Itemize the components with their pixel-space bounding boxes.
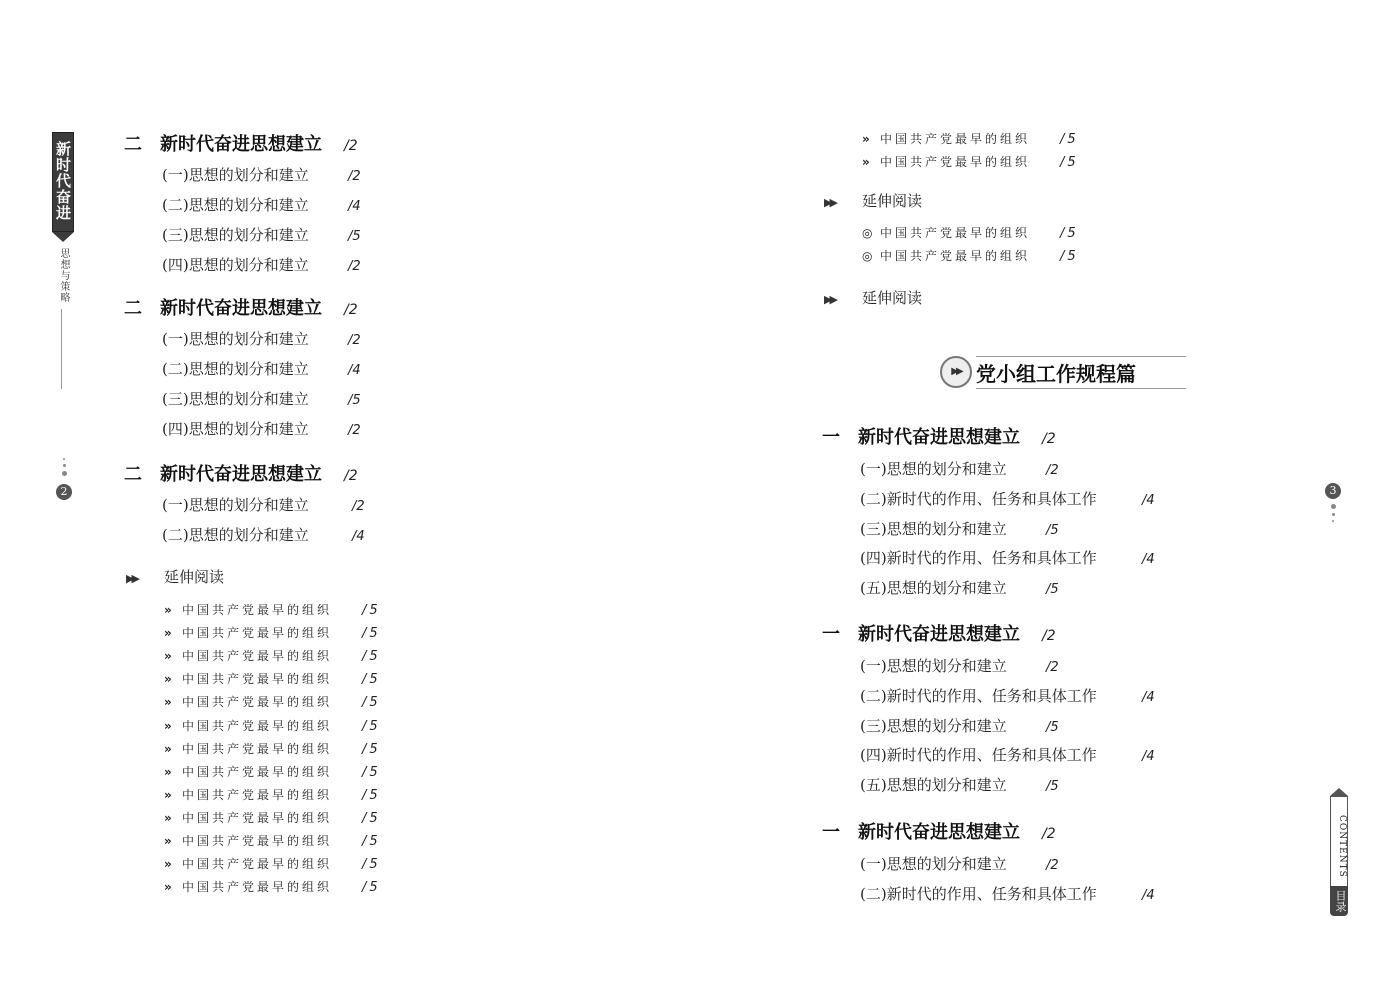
reading-item-page: /5: [362, 787, 381, 803]
subsection-label: (二)新时代的作用、任务和具体工作: [860, 489, 1097, 508]
reading-item-label: 中国共产党最早的组织: [880, 249, 1031, 263]
subsection-page: /2: [1046, 463, 1059, 478]
section-title: 新时代奋进思想建立: [858, 624, 1020, 645]
target-bullet-icon: ◎: [862, 226, 873, 240]
subsection-item: [162, 194, 361, 215]
extended-reading-label: 延伸阅读: [862, 192, 923, 210]
section-title: 新时代奋进思想建立: [858, 427, 1020, 448]
double-chevron-icon: »: [164, 834, 172, 848]
fast-forward-icon: ▶▶: [126, 572, 137, 585]
reading-item: [164, 740, 381, 757]
section-heading: [124, 460, 358, 486]
reading-item-page: /5: [1060, 132, 1079, 147]
subsection-label: (四)新时代的作用、任务和具体工作: [860, 746, 1097, 765]
subsection-item: [162, 164, 361, 185]
reading-item: [164, 832, 381, 849]
reading-item: [164, 855, 381, 872]
subsection-item: [860, 655, 1059, 676]
reading-item-page: /5: [1060, 249, 1079, 264]
subsection-page: /5: [348, 229, 361, 244]
subsection-page: /5: [348, 393, 361, 408]
reading-item-page: /5: [362, 857, 381, 873]
subsection-page: /5: [1046, 582, 1059, 598]
page-number-right: 3: [1325, 483, 1341, 499]
reading-item-label: 中国共产党最早的组织: [182, 603, 333, 617]
reading-item: [164, 786, 381, 803]
contents-tab-word: CONTENTS: [1330, 796, 1348, 886]
reading-item-label: 中国共产党最早的组织: [182, 626, 333, 641]
section-title: 新时代奋进思想建立: [160, 464, 322, 485]
subsection-item: [860, 744, 1155, 765]
extended-reading-heading: [824, 287, 922, 308]
spine-tab: [52, 132, 74, 389]
subsection-page: /4: [348, 199, 361, 214]
subsection-label: (三)思想的划分和建立: [162, 390, 309, 408]
reading-item-label: 中国共产党最早的组织: [182, 741, 333, 756]
subsection-label: (二)思想的划分和建立: [162, 196, 309, 214]
subsection-item: [162, 524, 365, 545]
subsection-label: (一)思想的划分和建立: [860, 460, 1007, 478]
double-chevron-icon: »: [164, 649, 172, 664]
subsection-page: /2: [348, 259, 361, 274]
subsection-item: [162, 358, 361, 379]
subsection-page: /4: [352, 529, 365, 544]
reading-item-page: /5: [362, 626, 381, 642]
double-chevron-icon: »: [164, 603, 172, 617]
spine-divider: [61, 309, 62, 389]
section-number: 一: [822, 427, 840, 448]
section-title: 新时代奋进思想建立: [858, 822, 1020, 843]
reading-item: [164, 717, 381, 734]
reading-item-label: 中国共产党最早的组织: [182, 787, 333, 802]
banner-rule-bottom: [976, 388, 1186, 389]
reading-item-label: 中国共产党最早的组织: [880, 226, 1031, 240]
subsection-label: (一)思想的划分和建立: [162, 166, 309, 184]
subsection-page: /2: [348, 169, 361, 184]
subsection-label: (二)新时代的作用、任务和具体工作: [860, 686, 1097, 705]
subsection-page: /4: [1142, 492, 1155, 508]
subsection-label: (一)思想的划分和建立: [162, 496, 309, 514]
section-page: /2: [1042, 628, 1056, 644]
subsection-label: (一)思想的划分和建立: [860, 855, 1007, 873]
spine-subtitle: 思想与策略: [58, 248, 69, 303]
reading-item: [164, 601, 381, 618]
double-chevron-icon: »: [164, 857, 172, 872]
subsection-label: (五)思想的划分和建立: [860, 579, 1007, 598]
reading-item: [164, 763, 381, 780]
subsection-page: /2: [348, 423, 361, 438]
reading-item: [862, 247, 1079, 264]
reading-item-label: 中国共产党最早的组织: [182, 764, 333, 779]
subsection-item: [860, 883, 1155, 904]
subsection-item: [860, 853, 1059, 874]
reading-item-page: /5: [362, 695, 381, 711]
double-chevron-icon: »: [164, 695, 172, 710]
page-dots-left: [59, 458, 69, 480]
subsection-page: /4: [1142, 749, 1155, 765]
subsection-item: [860, 577, 1059, 598]
contents-tab-label: 目录: [1330, 886, 1348, 916]
reading-item: [862, 130, 1079, 147]
subsection-label: (五)思想的划分和建立: [860, 776, 1007, 795]
reading-item-page: /5: [362, 649, 381, 665]
subsection-item: [162, 388, 361, 409]
subsection-page: /4: [348, 363, 361, 378]
subsection-page: /4: [1142, 689, 1155, 705]
subsection-page: /4: [1142, 552, 1155, 568]
extended-reading-label: 延伸阅读: [164, 568, 225, 586]
subsection-label: (二)思想的划分和建立: [162, 526, 309, 544]
double-chevron-icon: »: [164, 672, 172, 687]
section-heading: [822, 818, 1056, 844]
double-chevron-icon: »: [164, 626, 172, 641]
section-title: 新时代奋进思想建立: [160, 298, 322, 319]
subsection-item: [860, 685, 1155, 706]
double-chevron-icon: »: [164, 718, 172, 733]
banner-rule-top: [976, 356, 1186, 357]
double-chevron-icon: »: [164, 880, 172, 895]
spine-title: 新时代奋进: [52, 132, 74, 232]
section-number: 二: [124, 298, 142, 319]
reading-item: [164, 647, 381, 664]
fast-forward-icon: ▶▶: [824, 196, 835, 209]
page-number-left: 2: [56, 484, 72, 500]
double-chevron-icon: »: [164, 810, 172, 825]
double-chevron-icon: »: [164, 741, 172, 756]
subsection-label: (四)思想的划分和建立: [162, 420, 309, 438]
extended-reading-heading: [126, 566, 224, 587]
subsection-page: /5: [1046, 719, 1059, 735]
subsection-label: (一)思想的划分和建立: [860, 657, 1007, 675]
reading-item-page: /5: [362, 764, 381, 780]
reading-item: [164, 624, 381, 641]
section-heading: [822, 423, 1056, 449]
reading-item-label: 中国共产党最早的组织: [880, 155, 1031, 169]
reading-item-page: /5: [362, 741, 381, 757]
reading-item: [164, 693, 381, 710]
reading-item-label: 中国共产党最早的组织: [182, 857, 333, 872]
section-heading: [822, 620, 1056, 646]
section-heading: [124, 294, 358, 320]
subsection-item: [860, 458, 1059, 479]
section-page: /2: [1042, 431, 1056, 447]
fast-forward-icon: ▶▶: [824, 293, 835, 306]
subsection-page: /5: [1046, 779, 1059, 795]
subsection-item: [860, 715, 1059, 736]
section-page: /2: [344, 468, 358, 484]
section-number: 一: [822, 624, 840, 645]
double-chevron-icon: »: [164, 764, 172, 779]
reading-item-page: /5: [362, 810, 381, 826]
double-chevron-icon: »: [862, 155, 870, 169]
subsection-item: [860, 547, 1155, 568]
subsection-page: /2: [1046, 660, 1059, 675]
section-page: /2: [344, 302, 358, 318]
reading-item: [164, 670, 381, 687]
subsection-page: /2: [1046, 858, 1059, 873]
subsection-item: [860, 774, 1059, 795]
double-chevron-icon: »: [164, 787, 172, 802]
reading-item-label: 中国共产党最早的组织: [182, 695, 333, 710]
subsection-item: [860, 518, 1059, 539]
section-number: 一: [822, 822, 840, 843]
reading-item-page: /5: [362, 718, 381, 734]
reading-item-page: /5: [1060, 226, 1079, 241]
contents-tab-point: [1330, 788, 1348, 796]
section-heading: [124, 130, 358, 156]
reading-item: [862, 153, 1079, 170]
section-page: /2: [344, 138, 358, 154]
extended-reading-heading: [824, 190, 922, 211]
subsection-label: (四)新时代的作用、任务和具体工作: [860, 549, 1097, 568]
reading-item-label: 中国共产党最早的组织: [880, 132, 1031, 146]
extended-reading-label: 延伸阅读: [862, 289, 923, 307]
subsection-item: [162, 418, 361, 439]
subsection-page: /4: [1142, 887, 1155, 903]
subsection-label: (三)思想的划分和建立: [860, 519, 1007, 538]
reading-item: [164, 878, 381, 895]
section-number: 二: [124, 134, 142, 155]
reading-item: [862, 224, 1079, 241]
reading-item-label: 中国共产党最早的组织: [182, 810, 333, 825]
subsection-label: (一)思想的划分和建立: [162, 330, 309, 348]
banner-title: 党小组工作规程篇: [976, 362, 1136, 386]
section-title: 新时代奋进思想建立: [160, 134, 322, 155]
subsection-label: (二)新时代的作用、任务和具体工作: [860, 884, 1097, 903]
subsection-label: (二)思想的划分和建立: [162, 360, 309, 378]
subsection-label: (四)思想的划分和建立: [162, 256, 309, 274]
reading-item-label: 中国共产党最早的组织: [182, 718, 333, 733]
subsection-page: /2: [352, 499, 365, 514]
subsection-item: [162, 328, 361, 349]
reading-item-label: 中国共产党最早的组织: [182, 649, 333, 664]
subsection-item: [162, 224, 361, 245]
reading-item-label: 中国共产党最早的组织: [182, 880, 333, 895]
spine-point-decoration: [52, 232, 74, 242]
page-dots-right: [1328, 504, 1338, 526]
subsection-item: [162, 494, 365, 515]
target-bullet-icon: ◎: [862, 249, 873, 263]
subsection-item: [860, 488, 1155, 509]
subsection-label: (三)思想的划分和建立: [860, 716, 1007, 735]
reading-item-page: /5: [362, 603, 381, 618]
reading-item-page: /5: [362, 834, 381, 849]
subsection-item: [162, 254, 361, 275]
fast-forward-icon: ▶▶: [940, 356, 972, 388]
reading-item: [164, 809, 381, 826]
subsection-label: (三)思想的划分和建立: [162, 226, 309, 244]
reading-item-label: 中国共产党最早的组织: [182, 834, 333, 848]
reading-item-page: /5: [362, 880, 381, 896]
subsection-page: /2: [348, 333, 361, 348]
subsection-page: /5: [1046, 522, 1059, 538]
reading-item-page: /5: [1060, 155, 1079, 170]
section-page: /2: [1042, 826, 1056, 842]
section-number: 二: [124, 464, 142, 485]
double-chevron-icon: »: [862, 132, 870, 146]
reading-item-label: 中国共产党最早的组织: [182, 672, 333, 687]
contents-tab: [1330, 788, 1348, 916]
right-page: [699, 0, 1398, 982]
reading-item-page: /5: [362, 672, 381, 688]
section-banner: [940, 354, 1188, 392]
